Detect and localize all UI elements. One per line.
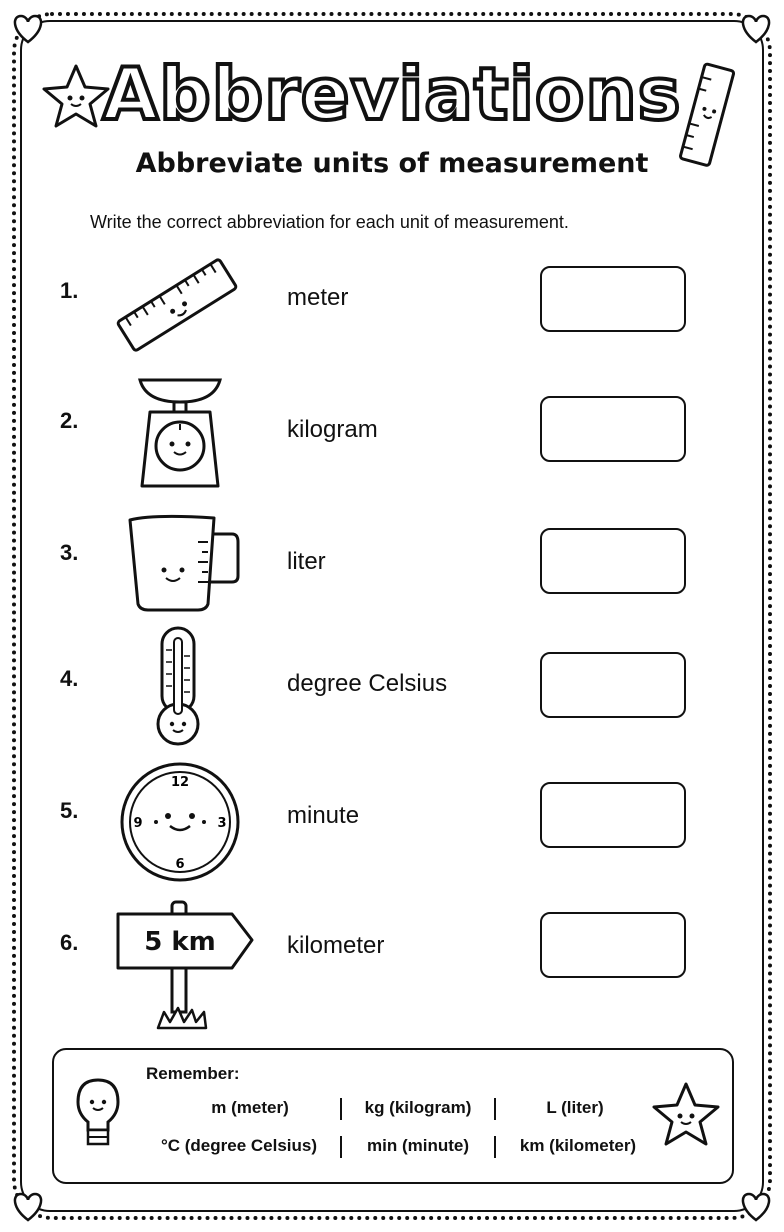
reference-item: kg (kilogram) <box>364 1098 472 1117</box>
page-title: Abbreviations <box>102 52 682 136</box>
answer-box[interactable] <box>540 912 686 978</box>
question-number: 1. <box>60 278 79 303</box>
question-number: 4. <box>60 666 79 691</box>
unit-label: meter <box>287 284 349 311</box>
heart-icon <box>8 8 48 48</box>
remember-title: Remember: <box>146 1064 240 1083</box>
answer-box[interactable] <box>540 396 686 462</box>
question-number: 3. <box>60 540 79 565</box>
unit-label: kilometer <box>287 932 385 959</box>
clock-number: 12 <box>170 775 190 790</box>
page-subtitle: Abbreviate units of measurement <box>135 148 649 179</box>
question-row <box>0 250 784 370</box>
heart-icon <box>8 1186 48 1226</box>
reference-item: L (liter) <box>546 1098 604 1117</box>
measuring-cup-icon <box>124 512 244 614</box>
separator <box>494 1136 496 1158</box>
separator <box>340 1098 342 1120</box>
question-row <box>0 760 784 880</box>
scale-icon <box>134 374 226 496</box>
answer-box[interactable] <box>540 652 686 718</box>
clock-icon <box>118 760 242 884</box>
signpost-icon <box>114 898 256 1032</box>
unit-label: liter <box>287 548 326 575</box>
reference-item: °C (degree Celsius) <box>160 1136 318 1155</box>
reference-item: min (minute) <box>367 1136 469 1155</box>
star-icon <box>650 1078 722 1150</box>
ruler-icon <box>112 250 242 360</box>
lightbulb-icon <box>70 1070 126 1152</box>
answer-box[interactable] <box>540 528 686 594</box>
separator <box>340 1136 342 1158</box>
clock-number: 9 <box>133 816 143 831</box>
question-row <box>0 378 784 498</box>
clock-number: 3 <box>217 816 227 831</box>
question-number: 5. <box>60 798 79 823</box>
reference-item: km (kilometer) <box>519 1136 637 1155</box>
question-row <box>0 622 784 742</box>
answer-box[interactable] <box>540 266 686 332</box>
sign-text: 5 km <box>144 927 216 957</box>
unit-label: degree Celsius <box>287 670 448 697</box>
question-row <box>0 510 784 630</box>
separator <box>494 1098 496 1120</box>
question-number: 6. <box>60 930 79 955</box>
clock-number: 6 <box>175 857 185 872</box>
question-row <box>0 898 784 1018</box>
instructions-text: Write the correct abbreviation for each unit of measurement. <box>90 212 569 232</box>
heart-icon <box>736 8 776 48</box>
reference-item: m (meter) <box>211 1098 289 1117</box>
unit-label: kilogram <box>287 416 378 443</box>
thermometer-icon <box>150 624 206 748</box>
unit-label: minute <box>287 802 360 829</box>
heart-icon <box>736 1186 776 1226</box>
question-number: 2. <box>60 408 79 433</box>
answer-box[interactable] <box>540 782 686 848</box>
